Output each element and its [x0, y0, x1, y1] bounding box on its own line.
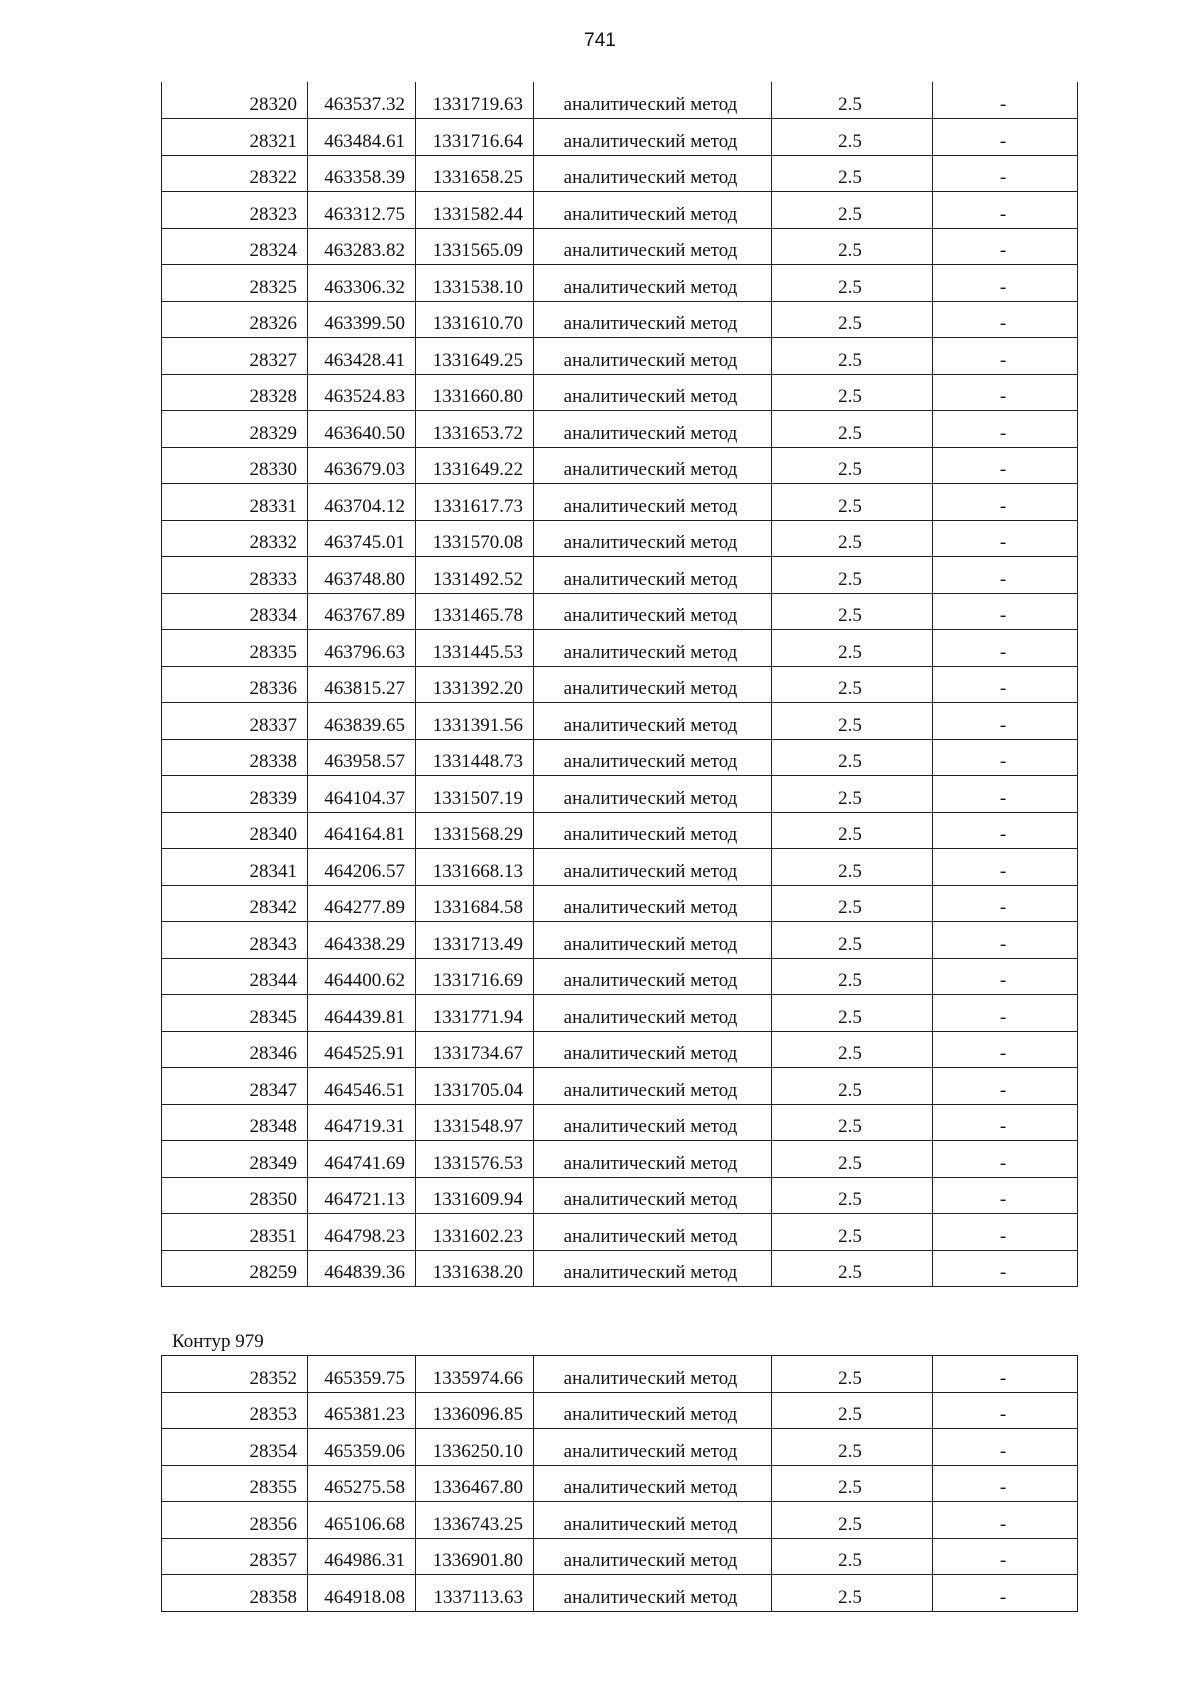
table-row	[162, 666, 1078, 703]
note-cell: -	[933, 484, 1078, 521]
y-coordinate-cell: 1331445.53	[416, 630, 534, 667]
note-cell: -	[933, 630, 1078, 667]
method-cell: аналитический метод	[534, 520, 772, 557]
table-row	[162, 776, 1078, 813]
y-coordinate-cell: 1331548.97	[416, 1104, 534, 1141]
accuracy-cell: 2.5	[772, 703, 933, 740]
table-row	[162, 447, 1078, 484]
y-coordinate-cell: 1331771.94	[416, 995, 534, 1032]
note-cell: -	[933, 1068, 1078, 1105]
point-number-cell: 28338	[162, 739, 308, 776]
y-coordinate-cell: 1331609.94	[416, 1177, 534, 1214]
table-row	[162, 338, 1078, 375]
table-row	[162, 1104, 1078, 1141]
method-cell: аналитический метод	[534, 192, 772, 229]
y-coordinate-cell: 1331391.56	[416, 703, 534, 740]
point-number-cell: 28326	[162, 301, 308, 338]
point-number-cell: 28335	[162, 630, 308, 667]
y-coordinate-cell: 1336096.85	[416, 1392, 534, 1429]
note-cell: -	[933, 338, 1078, 375]
x-coordinate-cell: 463815.27	[308, 666, 416, 703]
note-cell: -	[933, 1356, 1078, 1393]
accuracy-cell: 2.5	[772, 155, 933, 192]
note-cell: -	[933, 1177, 1078, 1214]
accuracy-cell: 2.5	[772, 447, 933, 484]
x-coordinate-cell: 463796.63	[308, 630, 416, 667]
point-number-cell: 28320	[162, 82, 308, 119]
note-cell: -	[933, 228, 1078, 265]
point-number-cell: 28324	[162, 228, 308, 265]
y-coordinate-cell: 1331448.73	[416, 739, 534, 776]
note-cell: -	[933, 739, 1078, 776]
accuracy-cell: 2.5	[772, 484, 933, 521]
note-cell: -	[933, 593, 1078, 630]
x-coordinate-cell: 464546.51	[308, 1068, 416, 1105]
x-coordinate-cell: 465381.23	[308, 1392, 416, 1429]
method-cell: аналитический метод	[534, 228, 772, 265]
accuracy-cell: 2.5	[772, 1068, 933, 1105]
accuracy-cell: 2.5	[772, 995, 933, 1032]
y-coordinate-cell: 1337113.63	[416, 1575, 534, 1612]
y-coordinate-cell: 1331610.70	[416, 301, 534, 338]
x-coordinate-cell: 465106.68	[308, 1502, 416, 1539]
point-number-cell: 28356	[162, 1502, 308, 1539]
table-row	[162, 885, 1078, 922]
y-coordinate-cell: 1336901.80	[416, 1538, 534, 1575]
x-coordinate-cell: 463537.32	[308, 82, 416, 119]
accuracy-cell: 2.5	[772, 265, 933, 302]
accuracy-cell: 2.5	[772, 1465, 933, 1502]
note-cell: -	[933, 703, 1078, 740]
table-row	[162, 1465, 1078, 1502]
note-cell: -	[933, 666, 1078, 703]
y-coordinate-cell: 1331638.20	[416, 1250, 534, 1287]
method-cell: аналитический метод	[534, 812, 772, 849]
accuracy-cell: 2.5	[772, 119, 933, 156]
note-cell: -	[933, 301, 1078, 338]
y-coordinate-cell: 1331734.67	[416, 1031, 534, 1068]
method-cell: аналитический метод	[534, 338, 772, 375]
method-cell: аналитический метод	[534, 1141, 772, 1178]
x-coordinate-cell: 464400.62	[308, 958, 416, 995]
x-coordinate-cell: 463748.80	[308, 557, 416, 594]
accuracy-cell: 2.5	[772, 411, 933, 448]
x-coordinate-cell: 464439.81	[308, 995, 416, 1032]
y-coordinate-cell: 1331716.69	[416, 958, 534, 995]
point-number-cell: 28341	[162, 849, 308, 886]
y-coordinate-cell: 1331653.72	[416, 411, 534, 448]
note-cell: -	[933, 411, 1078, 448]
point-number-cell: 28358	[162, 1575, 308, 1612]
method-cell: аналитический метод	[534, 703, 772, 740]
method-cell: аналитический метод	[534, 630, 772, 667]
note-cell: -	[933, 995, 1078, 1032]
table-row	[162, 82, 1078, 119]
table-row	[162, 520, 1078, 557]
method-cell: аналитический метод	[534, 374, 772, 411]
accuracy-cell: 2.5	[772, 776, 933, 813]
method-cell: аналитический метод	[534, 885, 772, 922]
y-coordinate-cell: 1331684.58	[416, 885, 534, 922]
x-coordinate-cell: 463839.65	[308, 703, 416, 740]
point-number-cell: 28327	[162, 338, 308, 375]
y-coordinate-cell: 1331507.19	[416, 776, 534, 813]
point-number-cell: 28355	[162, 1465, 308, 1502]
table-row	[162, 265, 1078, 302]
point-number-cell: 28349	[162, 1141, 308, 1178]
method-cell: аналитический метод	[534, 265, 772, 302]
accuracy-cell: 2.5	[772, 192, 933, 229]
y-coordinate-cell: 1331719.63	[416, 82, 534, 119]
y-coordinate-cell: 1331649.22	[416, 447, 534, 484]
point-number-cell: 28342	[162, 885, 308, 922]
note-cell: -	[933, 520, 1078, 557]
y-coordinate-cell: 1331565.09	[416, 228, 534, 265]
accuracy-cell: 2.5	[772, 1429, 933, 1466]
note-cell: -	[933, 1104, 1078, 1141]
method-cell: аналитический метод	[534, 1465, 772, 1502]
table-row	[162, 1250, 1078, 1287]
x-coordinate-cell: 463484.61	[308, 119, 416, 156]
table-row	[162, 922, 1078, 959]
x-coordinate-cell: 463745.01	[308, 520, 416, 557]
accuracy-cell: 2.5	[772, 885, 933, 922]
y-coordinate-cell: 1331660.80	[416, 374, 534, 411]
note-cell: -	[933, 1502, 1078, 1539]
point-number-cell: 28350	[162, 1177, 308, 1214]
table-row	[162, 1214, 1078, 1251]
y-coordinate-cell: 1331492.52	[416, 557, 534, 594]
point-number-cell: 28328	[162, 374, 308, 411]
accuracy-cell: 2.5	[772, 1538, 933, 1575]
method-cell: аналитический метод	[534, 301, 772, 338]
table-row	[162, 557, 1078, 594]
x-coordinate-cell: 463640.50	[308, 411, 416, 448]
x-coordinate-cell: 464525.91	[308, 1031, 416, 1068]
point-number-cell: 28329	[162, 411, 308, 448]
point-number-cell: 28357	[162, 1538, 308, 1575]
method-cell: аналитический метод	[534, 119, 772, 156]
point-number-cell: 28354	[162, 1429, 308, 1466]
method-cell: аналитический метод	[534, 1392, 772, 1429]
y-coordinate-cell: 1331465.78	[416, 593, 534, 630]
note-cell: -	[933, 1250, 1078, 1287]
accuracy-cell: 2.5	[772, 922, 933, 959]
y-coordinate-cell: 1331576.53	[416, 1141, 534, 1178]
table-row	[162, 703, 1078, 740]
accuracy-cell: 2.5	[772, 666, 933, 703]
point-number-cell: 28259	[162, 1250, 308, 1287]
accuracy-cell: 2.5	[772, 228, 933, 265]
table-row	[162, 1141, 1078, 1178]
y-coordinate-cell: 1331602.23	[416, 1214, 534, 1251]
method-cell: аналитический метод	[534, 1214, 772, 1251]
note-cell: -	[933, 1575, 1078, 1612]
table-row	[162, 374, 1078, 411]
note-cell: -	[933, 155, 1078, 192]
note-cell: -	[933, 958, 1078, 995]
method-cell: аналитический метод	[534, 447, 772, 484]
y-coordinate-cell: 1331668.13	[416, 849, 534, 886]
point-number-cell: 28348	[162, 1104, 308, 1141]
x-coordinate-cell: 463283.82	[308, 228, 416, 265]
point-number-cell: 28339	[162, 776, 308, 813]
x-coordinate-cell: 464104.37	[308, 776, 416, 813]
x-coordinate-cell: 463958.57	[308, 739, 416, 776]
point-number-cell: 28330	[162, 447, 308, 484]
coordinates-table-body	[162, 82, 1078, 1287]
accuracy-cell: 2.5	[772, 1502, 933, 1539]
method-cell: аналитический метод	[534, 739, 772, 776]
note-cell: -	[933, 265, 1078, 302]
note-cell: -	[933, 447, 1078, 484]
y-coordinate-cell: 1336743.25	[416, 1502, 534, 1539]
contour-979-table-body	[162, 1356, 1078, 1612]
accuracy-cell: 2.5	[772, 593, 933, 630]
table-row	[162, 192, 1078, 229]
x-coordinate-cell: 463358.39	[308, 155, 416, 192]
accuracy-cell: 2.5	[772, 1104, 933, 1141]
point-number-cell: 28344	[162, 958, 308, 995]
point-number-cell: 28347	[162, 1068, 308, 1105]
table-row	[162, 739, 1078, 776]
table-row	[162, 1068, 1078, 1105]
method-cell: аналитический метод	[534, 1575, 772, 1612]
method-cell: аналитический метод	[534, 1538, 772, 1575]
table-row	[162, 1356, 1078, 1393]
method-cell: аналитический метод	[534, 82, 772, 119]
table-row	[162, 484, 1078, 521]
y-coordinate-cell: 1336250.10	[416, 1429, 534, 1466]
x-coordinate-cell: 464719.31	[308, 1104, 416, 1141]
note-cell: -	[933, 1538, 1078, 1575]
accuracy-cell: 2.5	[772, 1356, 933, 1393]
x-coordinate-cell: 464741.69	[308, 1141, 416, 1178]
y-coordinate-cell: 1331568.29	[416, 812, 534, 849]
accuracy-cell: 2.5	[772, 1031, 933, 1068]
x-coordinate-cell: 463767.89	[308, 593, 416, 630]
y-coordinate-cell: 1331705.04	[416, 1068, 534, 1105]
method-cell: аналитический метод	[534, 1356, 772, 1393]
x-coordinate-cell: 465275.58	[308, 1465, 416, 1502]
y-coordinate-cell: 1331713.49	[416, 922, 534, 959]
method-cell: аналитический метод	[534, 922, 772, 959]
y-coordinate-cell: 1336467.80	[416, 1465, 534, 1502]
point-number-cell: 28337	[162, 703, 308, 740]
accuracy-cell: 2.5	[772, 374, 933, 411]
table-row	[162, 958, 1078, 995]
accuracy-cell: 2.5	[772, 1392, 933, 1429]
x-coordinate-cell: 463312.75	[308, 192, 416, 229]
method-cell: аналитический метод	[534, 1250, 772, 1287]
note-cell: -	[933, 922, 1078, 959]
method-cell: аналитический метод	[534, 557, 772, 594]
accuracy-cell: 2.5	[772, 1575, 933, 1612]
point-number-cell: 28334	[162, 593, 308, 630]
method-cell: аналитический метод	[534, 484, 772, 521]
table-row	[162, 301, 1078, 338]
table-row	[162, 1538, 1078, 1575]
table-row	[162, 1177, 1078, 1214]
table-row	[162, 812, 1078, 849]
method-cell: аналитический метод	[534, 776, 772, 813]
method-cell: аналитический метод	[534, 995, 772, 1032]
x-coordinate-cell: 463306.32	[308, 265, 416, 302]
note-cell: -	[933, 82, 1078, 119]
method-cell: аналитический метод	[534, 1068, 772, 1105]
point-number-cell: 28340	[162, 812, 308, 849]
method-cell: аналитический метод	[534, 1031, 772, 1068]
x-coordinate-cell: 464277.89	[308, 885, 416, 922]
x-coordinate-cell: 464918.08	[308, 1575, 416, 1612]
table-row	[162, 119, 1078, 156]
x-coordinate-cell: 463679.03	[308, 447, 416, 484]
accuracy-cell: 2.5	[772, 1214, 933, 1251]
note-cell: -	[933, 1465, 1078, 1502]
note-cell: -	[933, 812, 1078, 849]
note-cell: -	[933, 192, 1078, 229]
y-coordinate-cell: 1331658.25	[416, 155, 534, 192]
y-coordinate-cell: 1331716.64	[416, 119, 534, 156]
x-coordinate-cell: 463704.12	[308, 484, 416, 521]
table-row	[162, 1392, 1078, 1429]
table-row	[162, 630, 1078, 667]
contour-979-table	[161, 1355, 1078, 1612]
accuracy-cell: 2.5	[772, 338, 933, 375]
accuracy-cell: 2.5	[772, 739, 933, 776]
method-cell: аналитический метод	[534, 1104, 772, 1141]
point-number-cell: 28323	[162, 192, 308, 229]
accuracy-cell: 2.5	[772, 812, 933, 849]
note-cell: -	[933, 1429, 1078, 1466]
y-coordinate-cell: 1331570.08	[416, 520, 534, 557]
x-coordinate-cell: 464798.23	[308, 1214, 416, 1251]
accuracy-cell: 2.5	[772, 557, 933, 594]
method-cell: аналитический метод	[534, 411, 772, 448]
method-cell: аналитический метод	[534, 1177, 772, 1214]
table-row	[162, 593, 1078, 630]
point-number-cell: 28353	[162, 1392, 308, 1429]
x-coordinate-cell: 463399.50	[308, 301, 416, 338]
x-coordinate-cell: 464986.31	[308, 1538, 416, 1575]
note-cell: -	[933, 776, 1078, 813]
x-coordinate-cell: 464338.29	[308, 922, 416, 959]
table-row	[162, 995, 1078, 1032]
method-cell: аналитический метод	[534, 593, 772, 630]
point-number-cell: 28332	[162, 520, 308, 557]
method-cell: аналитический метод	[534, 1429, 772, 1466]
x-coordinate-cell: 463428.41	[308, 338, 416, 375]
point-number-cell: 28351	[162, 1214, 308, 1251]
table-row	[162, 228, 1078, 265]
accuracy-cell: 2.5	[772, 1250, 933, 1287]
accuracy-cell: 2.5	[772, 958, 933, 995]
contour-label: Контур 979	[172, 1331, 264, 1352]
accuracy-cell: 2.5	[772, 849, 933, 886]
accuracy-cell: 2.5	[772, 301, 933, 338]
method-cell: аналитический метод	[534, 849, 772, 886]
note-cell: -	[933, 557, 1078, 594]
note-cell: -	[933, 1214, 1078, 1251]
method-cell: аналитический метод	[534, 155, 772, 192]
table-row	[162, 1575, 1078, 1612]
method-cell: аналитический метод	[534, 666, 772, 703]
accuracy-cell: 2.5	[772, 82, 933, 119]
table-row	[162, 411, 1078, 448]
x-coordinate-cell: 465359.75	[308, 1356, 416, 1393]
y-coordinate-cell: 1331617.73	[416, 484, 534, 521]
note-cell: -	[933, 1392, 1078, 1429]
note-cell: -	[933, 119, 1078, 156]
x-coordinate-cell: 464721.13	[308, 1177, 416, 1214]
accuracy-cell: 2.5	[772, 1177, 933, 1214]
note-cell: -	[933, 374, 1078, 411]
method-cell: аналитический метод	[534, 1502, 772, 1539]
point-number-cell: 28352	[162, 1356, 308, 1393]
table-row	[162, 849, 1078, 886]
point-number-cell: 28325	[162, 265, 308, 302]
point-number-cell: 28333	[162, 557, 308, 594]
y-coordinate-cell: 1331582.44	[416, 192, 534, 229]
accuracy-cell: 2.5	[772, 520, 933, 557]
table-row	[162, 155, 1078, 192]
y-coordinate-cell: 1331538.10	[416, 265, 534, 302]
accuracy-cell: 2.5	[772, 630, 933, 667]
accuracy-cell: 2.5	[772, 1141, 933, 1178]
point-number-cell: 28331	[162, 484, 308, 521]
point-number-cell: 28321	[162, 119, 308, 156]
note-cell: -	[933, 1141, 1078, 1178]
x-coordinate-cell: 463524.83	[308, 374, 416, 411]
point-number-cell: 28346	[162, 1031, 308, 1068]
x-coordinate-cell: 464839.36	[308, 1250, 416, 1287]
point-number-cell: 28345	[162, 995, 308, 1032]
y-coordinate-cell: 1331392.20	[416, 666, 534, 703]
page-number: 741	[584, 30, 616, 51]
x-coordinate-cell: 464164.81	[308, 812, 416, 849]
note-cell: -	[933, 849, 1078, 886]
y-coordinate-cell: 1331649.25	[416, 338, 534, 375]
point-number-cell: 28322	[162, 155, 308, 192]
note-cell: -	[933, 885, 1078, 922]
note-cell: -	[933, 1031, 1078, 1068]
method-cell: аналитический метод	[534, 958, 772, 995]
point-number-cell: 28343	[162, 922, 308, 959]
coordinates-table	[161, 82, 1078, 1287]
table-row	[162, 1502, 1078, 1539]
x-coordinate-cell: 464206.57	[308, 849, 416, 886]
x-coordinate-cell: 465359.06	[308, 1429, 416, 1466]
y-coordinate-cell: 1335974.66	[416, 1356, 534, 1393]
point-number-cell: 28336	[162, 666, 308, 703]
table-row	[162, 1031, 1078, 1068]
table-row	[162, 1429, 1078, 1466]
